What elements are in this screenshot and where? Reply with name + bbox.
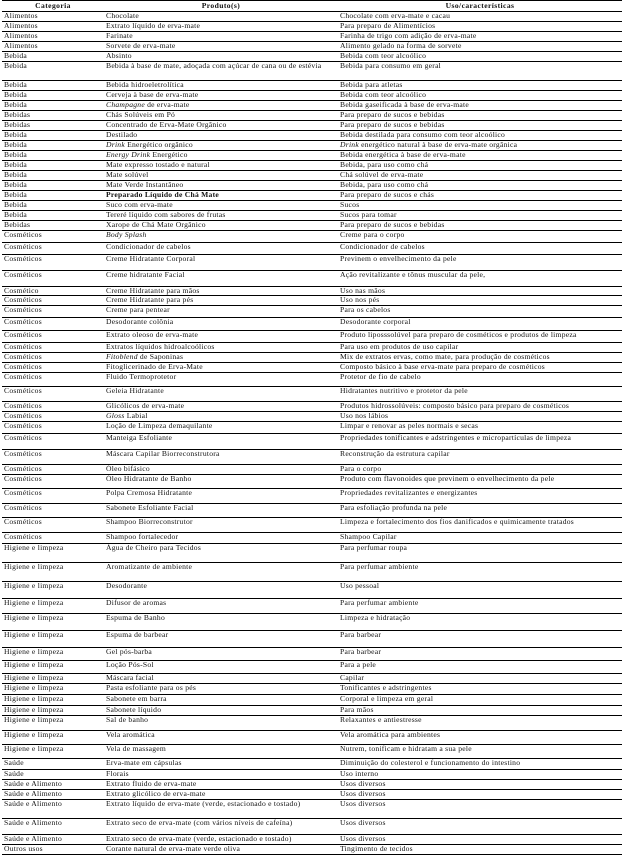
cell-category: Higiene e limpeza	[2, 706, 104, 716]
table-row	[2, 243, 622, 255]
cell-category: Bebidas	[2, 111, 104, 121]
cell-usage: Vela aromática para ambientes	[338, 731, 622, 745]
cell-usage: Para preparo de sucos e bebidas	[338, 121, 622, 131]
cell-usage: Limpeza e hidratação	[338, 614, 622, 631]
cell-usage: Previnem o envelhecimento da pele	[338, 255, 622, 271]
cell-product: Vela aromática	[104, 731, 338, 745]
cell-category: Saúde e Alimento	[2, 835, 104, 844]
table-row	[2, 731, 622, 745]
cell-category: Higiene e limpeza	[2, 599, 104, 614]
cell-category: Cosméticos	[2, 422, 104, 434]
cell-usage: Desodorante corporal	[338, 318, 622, 331]
cell-category: Cosméticos	[2, 504, 104, 518]
cell-product: Máscara facial	[104, 674, 338, 684]
cell-product: Extratos líquidos hidroalcoólicos	[104, 343, 338, 353]
cell-product: Pasta esfoliante para os pés	[104, 684, 338, 695]
cell-product: Extrato fluido de erva-mate	[104, 780, 338, 790]
table-row	[2, 42, 622, 52]
cell-category: Bebida	[2, 161, 104, 171]
cell-product: Energy Drink Energético	[104, 151, 338, 161]
cell-product: Extrato glicólico de erva-mate	[104, 790, 338, 800]
cell-category: Bebida	[2, 201, 104, 211]
table-row	[2, 533, 622, 544]
cell-category: Cosméticos	[2, 475, 104, 489]
cell-category: Higiene e limpeza	[2, 745, 104, 759]
cell-product: Fitoglicerinado de Erva-Mate	[104, 363, 338, 373]
table-row	[2, 614, 622, 631]
cell-product: Creme hidratante Facial	[104, 271, 338, 287]
cell-category: Cosméticos	[2, 489, 104, 504]
cell-product: Fluido Termoprotetor	[104, 373, 338, 387]
table-row	[2, 434, 622, 450]
table-row	[2, 121, 622, 131]
cell-category: Higiene e limpeza	[2, 731, 104, 745]
cell-usage: Chá solúvel de erva-mate	[338, 171, 622, 181]
table-row	[2, 62, 622, 81]
cell-category: Higiene e limpeza	[2, 716, 104, 731]
cell-category: Higiene e limpeza	[2, 684, 104, 695]
table-row	[2, 770, 622, 780]
cell-category: Cosméticos	[2, 533, 104, 544]
cell-product: Glicólicos de erva-mate	[104, 402, 338, 412]
table-row	[2, 231, 622, 243]
table-row	[2, 835, 622, 844]
cell-category: Cosmético	[2, 287, 104, 296]
cell-category: Bebida	[2, 151, 104, 161]
cell-category: Bebida	[2, 101, 104, 111]
cell-usage: Para preparo de Alimentícios	[338, 22, 622, 32]
cell-product: Body Splash	[104, 231, 338, 243]
cell-product: Mate expresso tostado e natural	[104, 161, 338, 171]
cell-category: Higiene e limpeza	[2, 563, 104, 582]
table-row	[2, 221, 622, 231]
cell-usage: Uso pessoal	[338, 582, 622, 599]
table-row	[2, 353, 622, 363]
table-row	[2, 695, 622, 706]
table-row	[2, 422, 622, 434]
header-category: Categoria	[2, 1, 104, 12]
table-row	[2, 544, 622, 563]
cell-category: Bebidas	[2, 121, 104, 131]
table-row	[2, 599, 622, 614]
cell-category: Higiene e limpeza	[2, 674, 104, 684]
cell-category: Cosméticos	[2, 465, 104, 475]
cell-product: Destilado	[104, 131, 338, 141]
cell-category: Bebida	[2, 171, 104, 181]
table-row	[2, 402, 622, 412]
cell-usage: Para perfumar ambiente	[338, 563, 622, 582]
cell-category: Bebida	[2, 191, 104, 201]
table-row	[2, 373, 622, 387]
cell-product: Aromatizante de ambiente	[104, 563, 338, 582]
table-row	[2, 91, 622, 101]
cell-product: Extrato seco de erva-mate (verde, estacionado e tostado)	[104, 835, 338, 844]
cell-usage: Para perfumar roupa	[338, 544, 622, 563]
table-row	[2, 171, 622, 181]
cell-product: Difusor de aromas	[104, 599, 338, 614]
cell-usage: Uso nos pés	[338, 296, 622, 306]
cell-product: Concentrado de Erva-Mate Orgânico	[104, 121, 338, 131]
cell-product: Manteiga Esfoliante	[104, 434, 338, 450]
cell-usage: Uso nas mãos	[338, 287, 622, 296]
table-row	[2, 12, 622, 22]
cell-category: Cosméticos	[2, 231, 104, 243]
cell-product: Espuma de Banho	[104, 614, 338, 631]
cell-usage: Produtos hidrossolúveis: composto básico para preparo de cosméticos	[338, 402, 622, 412]
cell-product: Sabonete em barra	[104, 695, 338, 706]
table-body	[2, 12, 622, 855]
table-row	[2, 475, 622, 489]
cell-usage: Para barbear	[338, 631, 622, 648]
cell-category: Cosméticos	[2, 318, 104, 331]
cell-category: Cosméticos	[2, 271, 104, 287]
table-row	[2, 450, 622, 465]
cell-category: Saúde e Alimento	[2, 780, 104, 790]
cell-usage: Propriedades tonificantes e adstringentes e micropartículas de limpeza	[338, 434, 622, 450]
cell-product: Creme Hidratante para mãos	[104, 287, 338, 296]
cell-category: Cosméticos	[2, 243, 104, 255]
cell-category: Cosméticos	[2, 450, 104, 465]
table-row	[2, 412, 622, 422]
cell-product: Corante natural de erva-mate verde oliva	[104, 844, 338, 854]
table-row	[2, 271, 622, 287]
table-row	[2, 191, 622, 201]
table-row	[2, 582, 622, 599]
cell-category: Bebida	[2, 91, 104, 101]
cell-product: Polpa Cremosa Hidratante	[104, 489, 338, 504]
table-row	[2, 306, 622, 318]
cell-usage: Uso interno	[338, 770, 622, 780]
cell-category: Bebida	[2, 131, 104, 141]
cell-product: Chás Solúveis em Pó	[104, 111, 338, 121]
cell-category: Bebida	[2, 62, 104, 81]
table-row	[2, 465, 622, 475]
cell-usage: Farinha de trigo com adição de erva-mate	[338, 32, 622, 42]
cell-category: Higiene e limpeza	[2, 631, 104, 648]
table-row	[2, 706, 622, 716]
table-row	[2, 661, 622, 674]
cell-product: Gloss Labial	[104, 412, 338, 422]
cell-category: Higiene e limpeza	[2, 695, 104, 706]
cell-product: Sabonete líquido	[104, 706, 338, 716]
cell-category: Bebidas	[2, 221, 104, 231]
cell-product: Óleo Hidratante de Banho	[104, 475, 338, 489]
cell-product: Extrato líquido de erva-mate (verde, estacionado e tostado)	[104, 800, 338, 819]
header-usage: Uso/características	[338, 1, 622, 12]
cell-category: Cosméticos	[2, 402, 104, 412]
cell-category: Cosméticos	[2, 343, 104, 353]
cell-usage: Tonificantes e adstringentes	[338, 684, 622, 695]
cell-usage: Usos diversos	[338, 819, 622, 835]
cell-usage: Bebida com teor alcoólico	[338, 91, 622, 101]
table-row	[2, 674, 622, 684]
table-row	[2, 343, 622, 353]
cell-category: Cosméticos	[2, 306, 104, 318]
cell-product: Drink Energético orgânico	[104, 141, 338, 151]
cell-product: Tereré líquido com sabores de frutas	[104, 211, 338, 221]
cell-category: Cosméticos	[2, 518, 104, 533]
cell-product: Extrato seco de erva-mate (com vários níveis de cafeína)	[104, 819, 338, 835]
table-row	[2, 489, 622, 504]
cell-usage: Bebida gaseificada à base de erva-mate	[338, 101, 622, 111]
cell-product: Extrato oleoso de erva-mate	[104, 331, 338, 343]
table-row	[2, 716, 622, 731]
cell-product: Shampoo Biorreconstrutor	[104, 518, 338, 533]
cell-product: Desodorante	[104, 582, 338, 599]
cell-usage: Usos diversos	[338, 835, 622, 844]
cell-product: Chocolate	[104, 12, 338, 22]
cell-usage: Tingimento de tecidos	[338, 844, 622, 854]
cell-product: Geleia Hidratante	[104, 387, 338, 402]
table-row	[2, 287, 622, 296]
cell-usage: Bebida para consumo em geral	[338, 62, 622, 81]
cell-usage: Para uso em produtos de uso capilar	[338, 343, 622, 353]
cell-usage: Bebida, para uso como chá	[338, 181, 622, 191]
table-row	[2, 387, 622, 402]
table-row	[2, 780, 622, 790]
cell-usage: Alimento gelado na forma de sorvete	[338, 42, 622, 52]
cell-product: Gel pós-barba	[104, 648, 338, 661]
cell-product: Água de Cheiro para Tecidos	[104, 544, 338, 563]
cell-category: Higiene e limpeza	[2, 544, 104, 563]
table-row	[2, 790, 622, 800]
cell-usage: Diminuição do colesterol e funcionamento do intestino	[338, 759, 622, 770]
cell-usage: Para perfumar ambiente	[338, 599, 622, 614]
cell-product: Champagne de erva-mate	[104, 101, 338, 111]
cell-product: Espuma de barbear	[104, 631, 338, 648]
cell-usage: Shampoo Capilar	[338, 533, 622, 544]
table-row	[2, 181, 622, 191]
cell-usage: Relaxantes e antiestresse	[338, 716, 622, 731]
cell-category: Bebida	[2, 52, 104, 62]
cell-usage: Para barbear	[338, 648, 622, 661]
cell-product: Shampoo fortalecedor	[104, 533, 338, 544]
table-row	[2, 363, 622, 373]
cell-category: Saúde e Alimento	[2, 819, 104, 835]
cell-category: Cosméticos	[2, 412, 104, 422]
cell-category: Alimentos	[2, 22, 104, 32]
table-row	[2, 318, 622, 331]
table-row	[2, 745, 622, 759]
cell-category: Cosméticos	[2, 387, 104, 402]
table-row	[2, 211, 622, 221]
cell-category: Outros usos	[2, 844, 104, 854]
cell-usage: Usos diversos	[338, 780, 622, 790]
table-row	[2, 631, 622, 648]
table-row	[2, 844, 622, 854]
cell-usage: Corporal e limpeza em geral	[338, 695, 622, 706]
cell-product: Vela de massagem	[104, 745, 338, 759]
cell-category: Cosméticos	[2, 353, 104, 363]
cell-usage: Ação revitalizante e tônus muscular da pele,	[338, 271, 622, 287]
cell-usage: Bebida com teor alcoólico	[338, 52, 622, 62]
cell-category: Alimentos	[2, 12, 104, 22]
cell-usage: Propriedades revitalizantes e energizantes	[338, 489, 622, 504]
table-row	[2, 563, 622, 582]
cell-product: Suco com erva-mate	[104, 201, 338, 211]
table-row	[2, 296, 622, 306]
cell-product: Loção Pós-Sol	[104, 661, 338, 674]
products-table	[2, 0, 622, 855]
cell-usage: Para preparo de sucos e bebidas	[338, 111, 622, 121]
cell-category: Cosméticos	[2, 363, 104, 373]
table-row	[2, 800, 622, 819]
cell-usage: Produto com flavonoides que previnem o envelhecimento da pele	[338, 475, 622, 489]
cell-category: Bebida	[2, 141, 104, 151]
cell-product: Mate Verde Instantâneo	[104, 181, 338, 191]
cell-usage: Usos diversos	[338, 800, 622, 819]
cell-product: Fitoblend de Saponinas	[104, 353, 338, 363]
cell-product: Máscara Capilar Biorreconstrutora	[104, 450, 338, 465]
table-row	[2, 759, 622, 770]
table-row	[2, 101, 622, 111]
cell-usage: Chocolate com erva-mate e cacau	[338, 12, 622, 22]
cell-usage: Mix de extratos ervas, como mate, para produção de cosméticos	[338, 353, 622, 363]
cell-product: Loção de Limpeza demaquilante	[104, 422, 338, 434]
cell-usage: Capilar	[338, 674, 622, 684]
cell-usage: Para preparo de sucos e chás	[338, 191, 622, 201]
cell-category: Saúde	[2, 759, 104, 770]
cell-usage: Reconstrução da estrutura capilar	[338, 450, 622, 465]
cell-category: Cosméticos	[2, 331, 104, 343]
table-row	[2, 161, 622, 171]
table-row	[2, 518, 622, 533]
cell-category: Saúde e Alimento	[2, 800, 104, 819]
cell-usage: Limpeza e fortalecimento dos fios danificados e quimicamente tratados	[338, 518, 622, 533]
cell-category: Bebida	[2, 81, 104, 91]
cell-category: Cosméticos	[2, 373, 104, 387]
cell-usage: Bebida para atletas	[338, 81, 622, 91]
cell-category: Bebida	[2, 181, 104, 191]
cell-category: Higiene e limpeza	[2, 614, 104, 631]
cell-usage: Bebida energética à base de erva-mate	[338, 151, 622, 161]
cell-product: Extrato líquido de erva-mate	[104, 22, 338, 32]
cell-usage: Bebida, para uso como chá	[338, 161, 622, 171]
cell-product: Desodorante colônia	[104, 318, 338, 331]
cell-category: Cosméticos	[2, 434, 104, 450]
table-row	[2, 648, 622, 661]
cell-category: Saúde e Alimento	[2, 790, 104, 800]
cell-product: Erva-mate em cápsulas	[104, 759, 338, 770]
cell-usage: Composto básico à base erva-mate para preparo de cosméticos	[338, 363, 622, 373]
cell-category: Alimentos	[2, 42, 104, 52]
cell-usage: Para mãos	[338, 706, 622, 716]
cell-usage: Para preparo de sucos e bebidas	[338, 221, 622, 231]
cell-product: Florais	[104, 770, 338, 780]
cell-category: Higiene e limpeza	[2, 661, 104, 674]
table-row	[2, 819, 622, 835]
cell-usage: Para a pele	[338, 661, 622, 674]
cell-usage: Uso nos lábios	[338, 412, 622, 422]
cell-product: Mate solúvel	[104, 171, 338, 181]
cell-product: Sal de banho	[104, 716, 338, 731]
table-row	[2, 22, 622, 32]
cell-product: Farinate	[104, 32, 338, 42]
cell-usage: Drink energético natural à base de erva-mate orgânica	[338, 141, 622, 151]
cell-product: Bebida à base de mate, adoçada com açúcar de cana ou de estévia	[104, 62, 338, 81]
cell-usage: Bebida destilada para consumo com teor alcoólico	[338, 131, 622, 141]
cell-usage: Para esfoliação profunda na pele	[338, 504, 622, 518]
cell-usage: Para os cabelos	[338, 306, 622, 318]
cell-category: Cosméticos	[2, 296, 104, 306]
header-product: Produto(s)	[104, 1, 338, 12]
cell-product: Cerveja à base de erva-mate	[104, 91, 338, 101]
cell-product: Creme para pentear	[104, 306, 338, 318]
cell-category: Cosméticos	[2, 255, 104, 271]
cell-product: Creme Hidratante Corporal	[104, 255, 338, 271]
table-row	[2, 331, 622, 343]
cell-usage: Creme para o corpo	[338, 231, 622, 243]
cell-product: Absinto	[104, 52, 338, 62]
cell-usage: Protetor de fio de cabelo	[338, 373, 622, 387]
table-row	[2, 81, 622, 91]
cell-usage: Sucos para tomar	[338, 211, 622, 221]
cell-product: Creme Hidratante para pés	[104, 296, 338, 306]
table-row	[2, 111, 622, 121]
table-row	[2, 504, 622, 518]
cell-product: Sorvete de erva-mate	[104, 42, 338, 52]
table-row	[2, 52, 622, 62]
cell-product: Óleo bifásico	[104, 465, 338, 475]
cell-category: Higiene e limpeza	[2, 648, 104, 661]
table-row	[2, 201, 622, 211]
cell-usage: Nutrem, tonificam e hidratam a sua pele	[338, 745, 622, 759]
cell-category: Bebida	[2, 211, 104, 221]
cell-usage: Produto liposssolúvel para preparo de cosméticos e produtos de limpeza	[338, 331, 622, 343]
cell-usage: Hidratantes nutritivo e protetor da pele	[338, 387, 622, 402]
table-row	[2, 131, 622, 141]
cell-category: Alimentos	[2, 32, 104, 42]
cell-usage: Condicionador de cabelos	[338, 243, 622, 255]
cell-product: Preparado Líquido de Chá Mate	[104, 191, 338, 201]
cell-product: Sabonete Esfoliante Facial	[104, 504, 338, 518]
cell-category: Higiene e limpeza	[2, 582, 104, 599]
table-row	[2, 151, 622, 161]
cell-category: Saúde	[2, 770, 104, 780]
table-row	[2, 32, 622, 42]
cell-product: Xarope de Chá Mate Orgânico	[104, 221, 338, 231]
cell-usage: Limpar e renovar as peles normais e secas	[338, 422, 622, 434]
cell-usage: Para o corpo	[338, 465, 622, 475]
table-row	[2, 141, 622, 151]
table-header-row	[2, 1, 622, 12]
table-row	[2, 255, 622, 271]
cell-product: Bebida hidroeletrolítica	[104, 81, 338, 91]
cell-product: Condicionador de cabelos	[104, 243, 338, 255]
table-row	[2, 684, 622, 695]
cell-usage: Usos diversos	[338, 790, 622, 800]
cell-usage: Sucos	[338, 201, 622, 211]
